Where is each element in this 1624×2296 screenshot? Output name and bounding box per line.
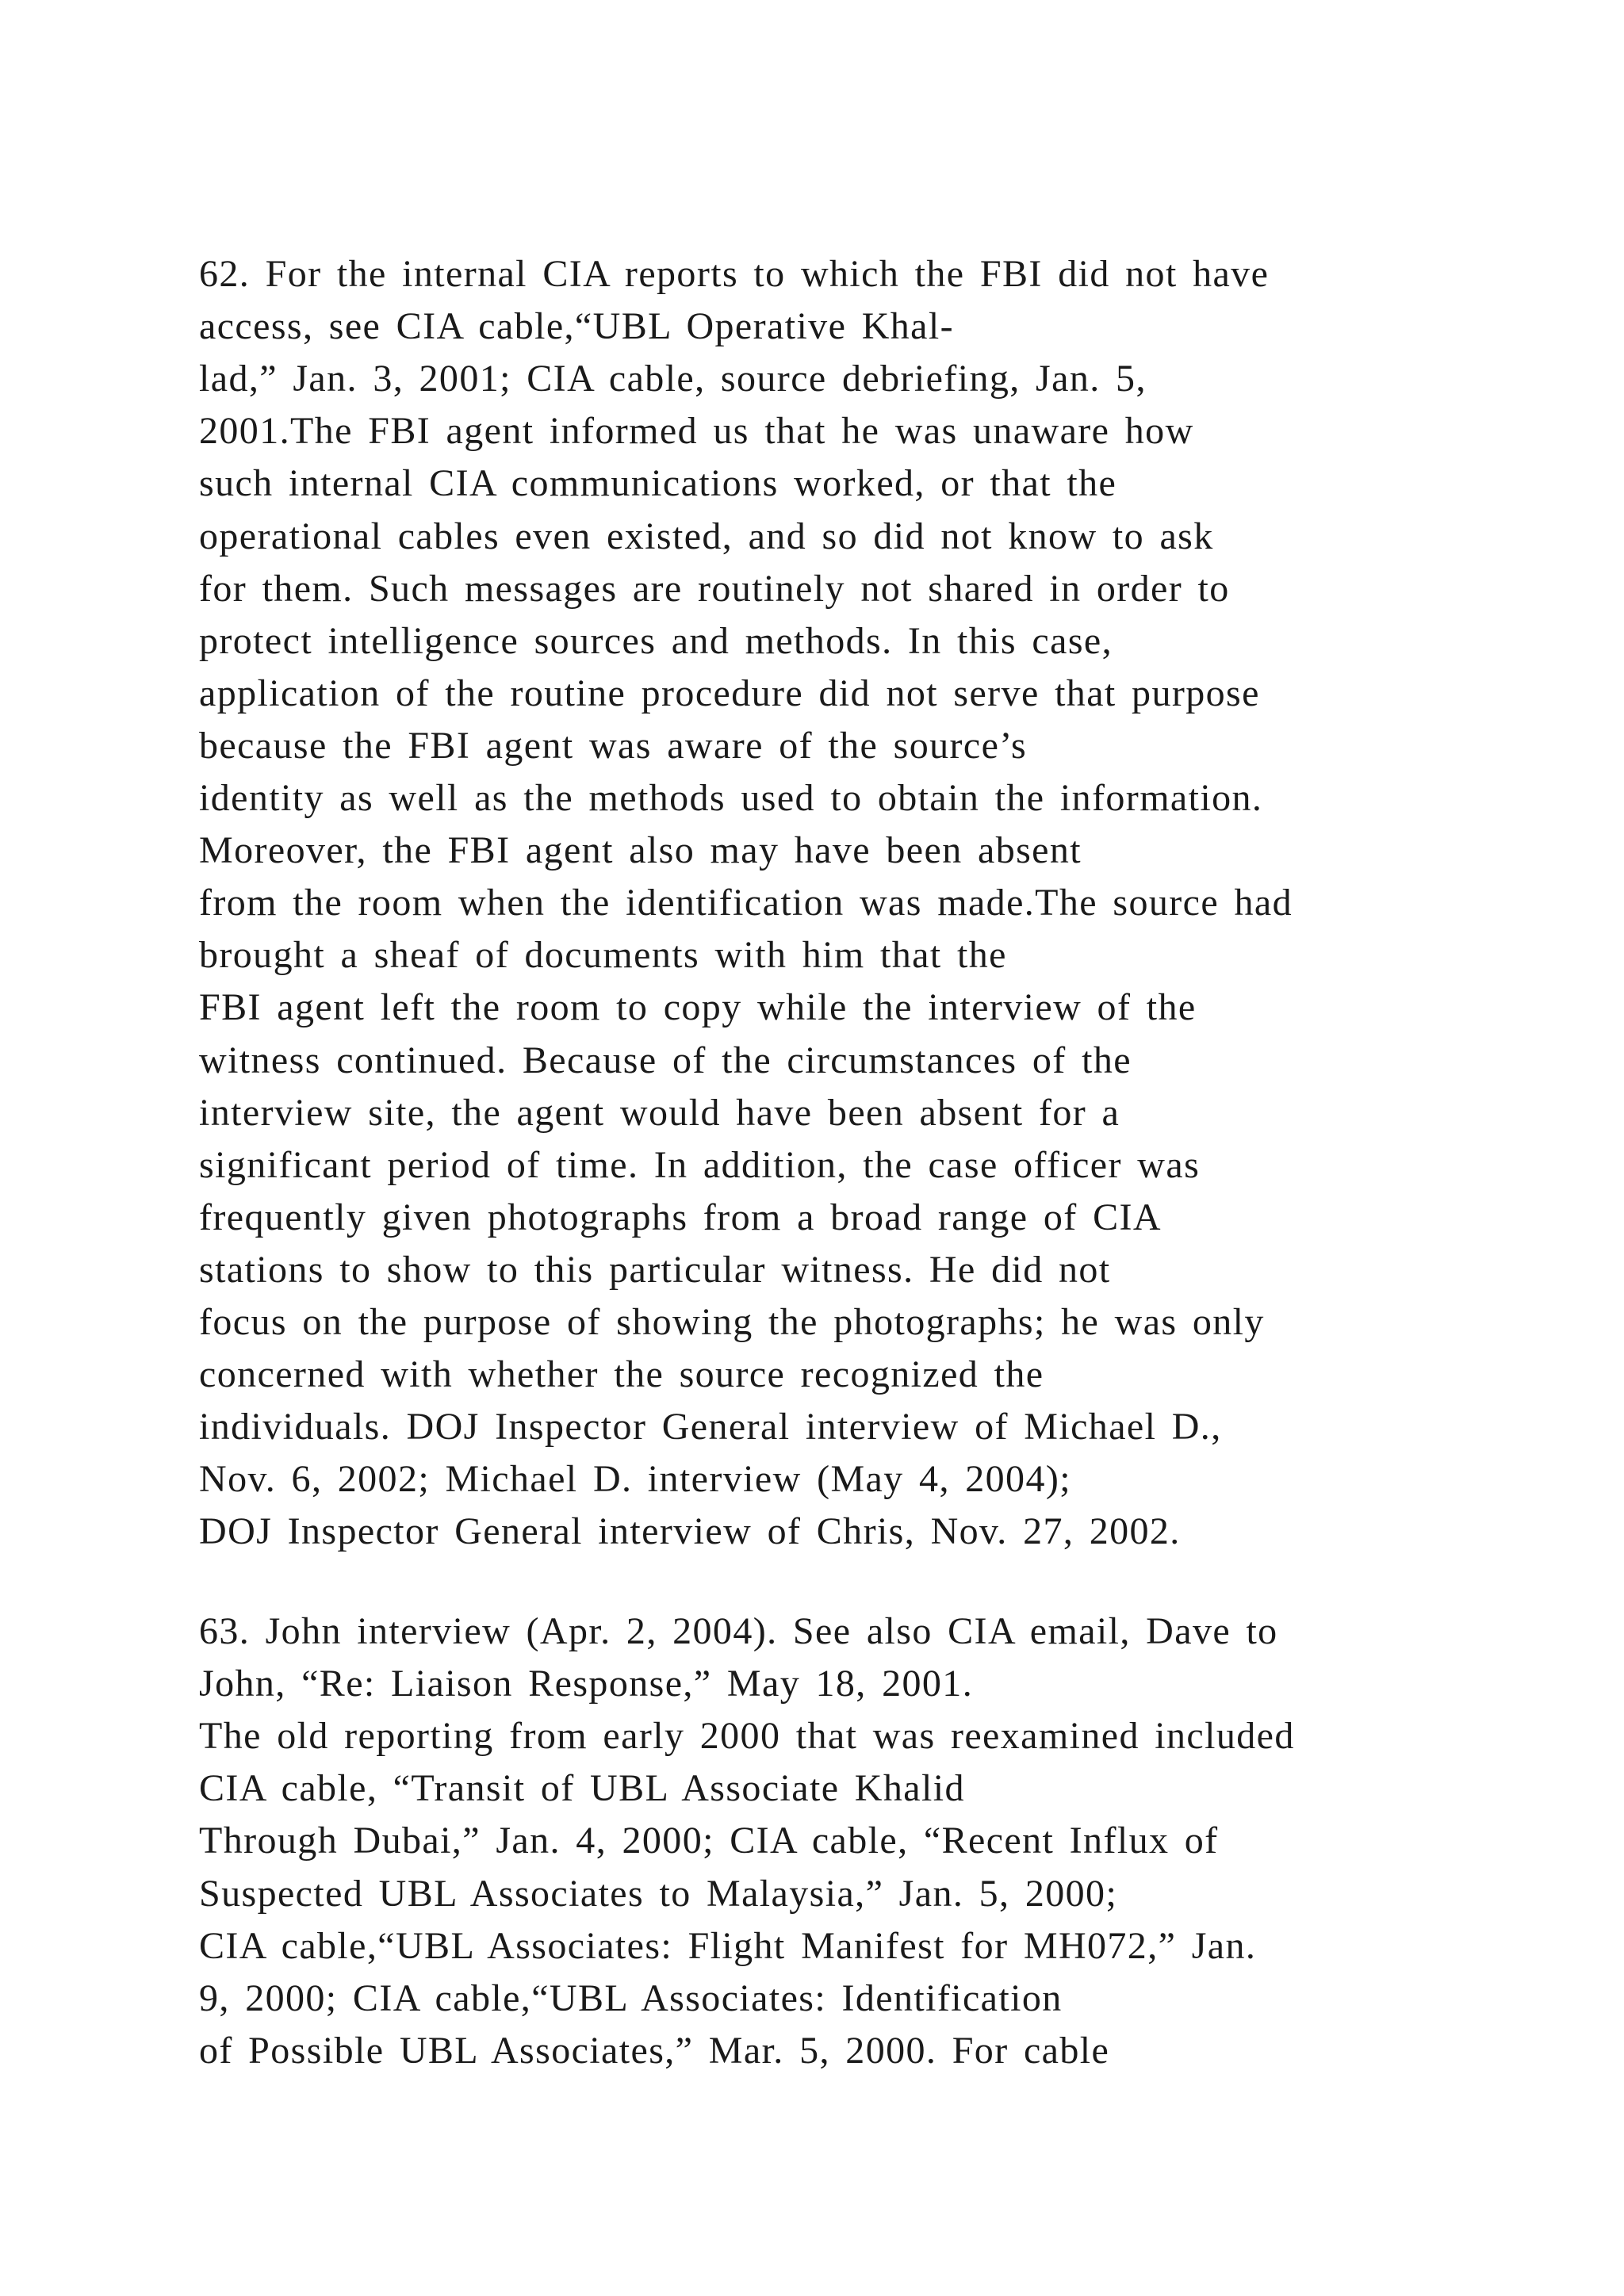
footnote-63-line: 63. John interview (Apr. 2, 2004). See also CIA email, Dave to — [199, 1610, 1278, 1652]
footnote-62-line: Nov. 6, 2002; Michael D. interview (May 4, 2004); — [199, 1458, 1071, 1500]
footnote-62-line: because the FBI agent was aware of the source’s — [199, 725, 1028, 767]
footnote-62-line: significant period of time. In addition, the case officer was — [199, 1144, 1201, 1186]
footnote-62-line: individuals. DOJ Inspector General interview of Michael D., — [199, 1406, 1222, 1448]
footnote-62-line: identity as well as the methods used to obtain the information. — [199, 777, 1263, 819]
footnote-62-line: interview site, the agent would have been absent for a — [199, 1092, 1120, 1134]
footnote-63-line: Through Dubai,” Jan. 4, 2000; CIA cable, “Recent Influx of — [199, 1820, 1219, 1862]
footnote-62-line: Moreover, the FBI agent also may have been absent — [199, 829, 1082, 871]
footnote-63-line: CIA cable,“UBL Associates: Flight Manifest for MH072,” Jan. — [199, 1925, 1257, 1967]
footnote-62-line: 2001.The FBI agent informed us that he was unaware how — [199, 410, 1194, 452]
footnote-62-line: for them. Such messages are routinely not shared in order to — [199, 568, 1230, 610]
footnote-62-line: access, see CIA cable,“UBL Operative Khal- — [199, 305, 954, 347]
footnote-62-line: concerned with whether the source recognized the — [199, 1353, 1044, 1395]
footnote-62-line: DOJ Inspector General interview of Chris, Nov. 27, 2002. — [199, 1510, 1181, 1552]
footnote-62-line: frequently given photographs from a broad range of CIA — [199, 1196, 1162, 1238]
footnote-62-line: such internal CIA communications worked, or that the — [199, 462, 1117, 504]
footnote-62-line: application of the routine procedure did not serve that purpose — [199, 672, 1260, 714]
footnote-63-line: 9, 2000; CIA cable,“UBL Associates: Identification — [199, 1977, 1063, 2019]
footnote-63-line: CIA cable, “Transit of UBL Associate Khalid — [199, 1767, 965, 1809]
footnote-62-line: focus on the purpose of showing the photographs; he was only — [199, 1301, 1265, 1343]
footnote-62-line: from the room when the identification was made.The source had — [199, 882, 1293, 924]
footnote-62-line: protect intelligence sources and methods. In this case, — [199, 620, 1113, 662]
footnote-63-line: Suspected UBL Associates to Malaysia,” Jan. 5, 2000; — [199, 1873, 1118, 1915]
footnote-62-line: witness continued. Because of the circumstances of the — [199, 1039, 1132, 1081]
footnote-63-line: of Possible UBL Associates,” Mar. 5, 2000. For cable — [199, 2030, 1110, 2072]
footnote-62-line: operational cables even existed, and so did not know to ask — [199, 515, 1214, 557]
footnote-62-line: lad,” Jan. 3, 2001; CIA cable, source debriefing, Jan. 5, — [199, 358, 1147, 400]
footnote-62-line: stations to show to this particular witness. He did not — [199, 1249, 1111, 1291]
footnote-62-line: FBI agent left the room to copy while the interview of the — [199, 986, 1197, 1028]
footnote-62-line: brought a sheaf of documents with him that the — [199, 934, 1007, 976]
footnote-62-line: 62. For the internal CIA reports to which the FBI did not have — [199, 253, 1270, 295]
footnote-63-line: The old reporting from early 2000 that was reexamined included — [199, 1715, 1295, 1757]
footnote-63-line: John, “Re: Liaison Response,” May 18, 2001. — [199, 1663, 974, 1705]
